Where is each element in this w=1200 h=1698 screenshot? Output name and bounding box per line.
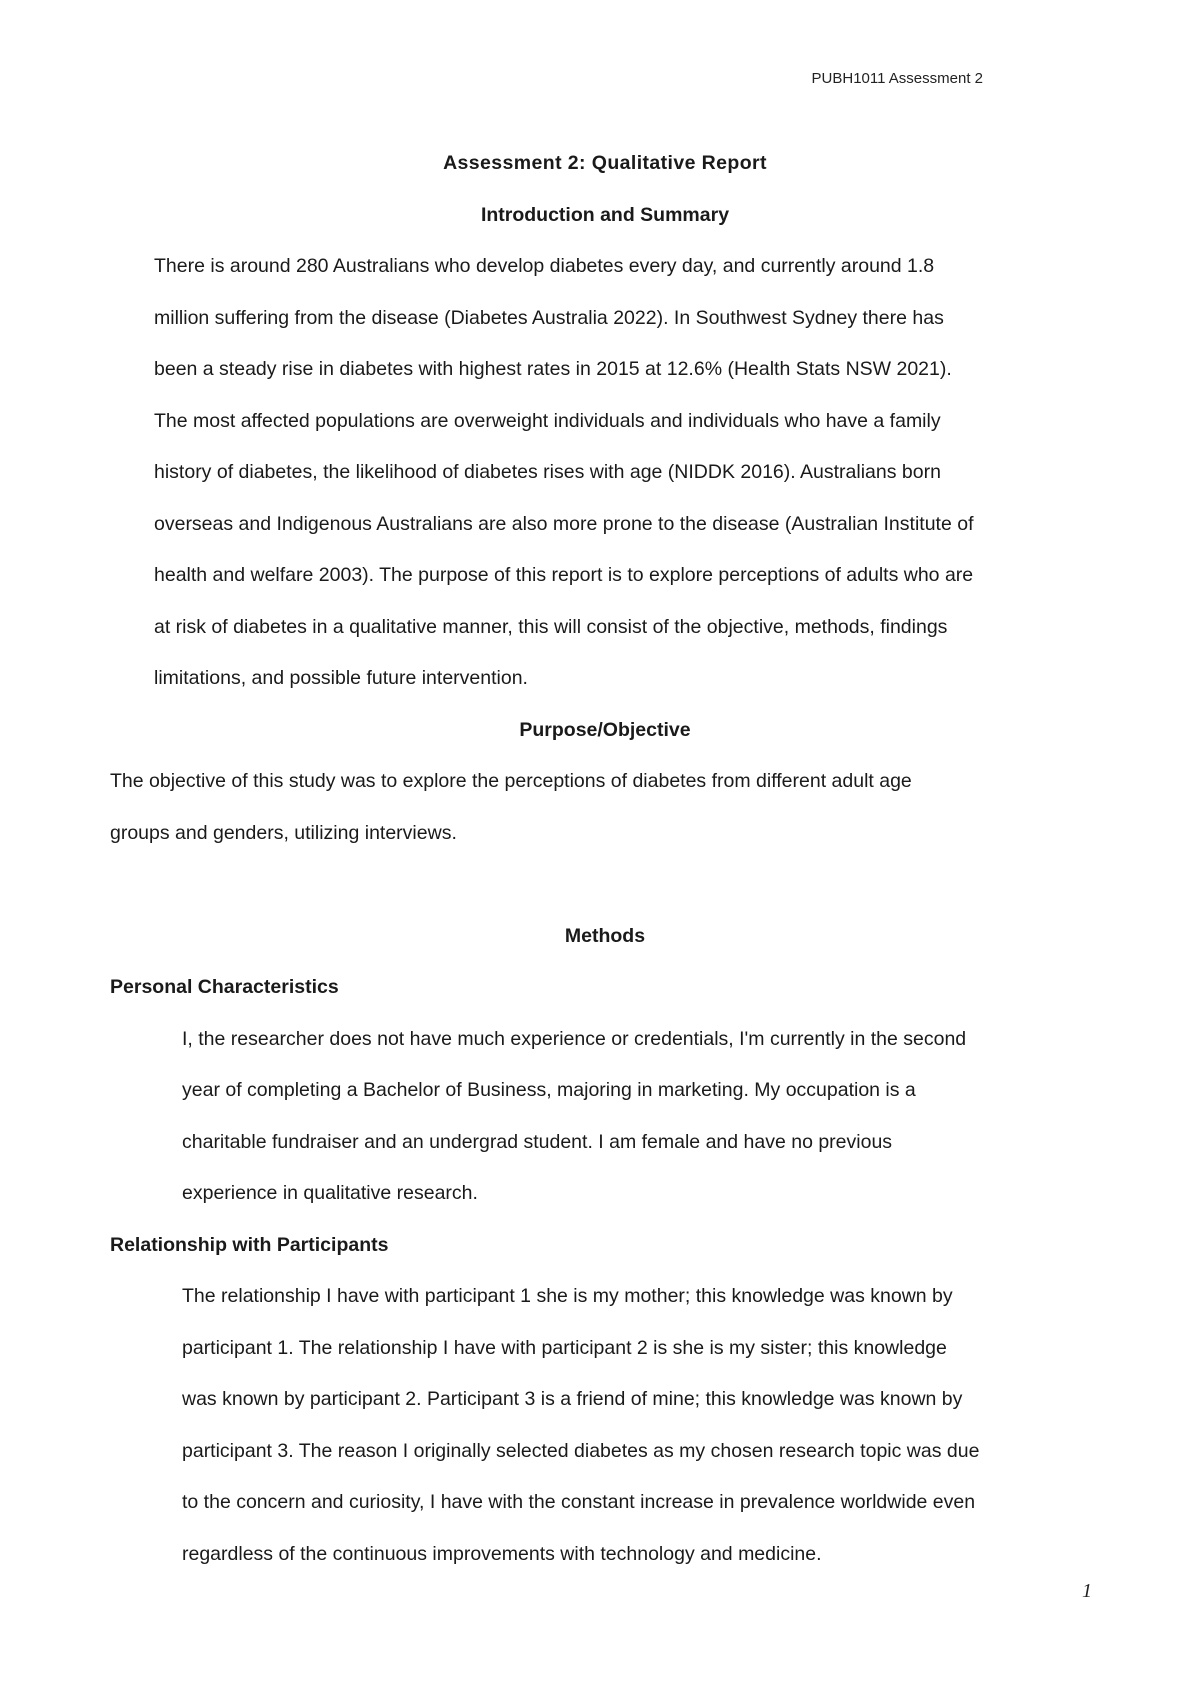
objective-heading: Purpose/Objective (519, 718, 691, 741)
methods-heading: Methods (564, 924, 646, 947)
objective-paragraph (110, 756, 1100, 859)
relationship-line: participant 1. The relationship I have with participant 2 is she is my sister; this knowledge (182, 1336, 947, 1359)
intro-line: health and welfare 2003). The purpose of this report is to explore perceptions of adults who are (154, 564, 974, 586)
relationship-line: participant 3. The reason I originally selected diabetes as my chosen research topic was due (182, 1439, 980, 1462)
page-number: 1 (1082, 1580, 1092, 1602)
document-title: Assessment 2: Qualitative Report (443, 152, 767, 174)
relationship-paragraph (110, 1271, 1100, 1580)
intro-line: limitations, and possible future intervention. (154, 667, 528, 689)
intro-heading: Introduction and Summary (480, 203, 730, 226)
personal-line: experience in qualitative research. (182, 1182, 478, 1204)
relationship-line: to the concern and curiosity, I have with the constant increase in prevalence worldwide even (182, 1491, 976, 1513)
relationship-line: regardless of the continuous improvements with technology and medicine. (182, 1542, 822, 1565)
personal-characteristics-heading: Personal Characteristics (110, 976, 339, 998)
objective-line: The objective of this study was to explore the perceptions of diabetes from different adult age (110, 770, 912, 792)
intro-paragraph (110, 241, 1100, 705)
intro-line: There is around 280 Australians who develop diabetes every day, and currently around 1.8 (154, 255, 935, 277)
objective-line: groups and genders, utilizing interviews. (110, 821, 457, 844)
running-header: PUBH1011 Assessment 2 (811, 70, 983, 87)
intro-line: million suffering from the disease (Diabetes Australia 2022). In Southwest Sydney there has (154, 306, 944, 329)
relationship-line: The relationship I have with participant 1 she is my mother; this knowledge was known by (182, 1285, 953, 1307)
personal-line: year of completing a Bachelor of Business, majoring in marketing. My occupation is a (182, 1079, 916, 1101)
intro-line: The most affected populations are overweight individuals and individuals who have a family (154, 409, 941, 432)
document-body (110, 138, 1100, 1580)
intro-line: been a steady rise in diabetes with highest rates in 2015 at 12.6% (Health Stats NSW 2021). (154, 358, 952, 380)
intro-line: at risk of diabetes in a qualitative manner, this will consist of the objective, methods, findings (154, 615, 948, 638)
relationship-heading: Relationship with Participants (110, 1233, 389, 1256)
intro-line: overseas and Indigenous Australians are also more prone to the disease (Australian Institute of (154, 512, 974, 535)
intro-line: history of diabetes, the likelihood of diabetes rises with age (NIDDK 2016). Australians born (154, 461, 941, 483)
personal-line: charitable fundraiser and an undergrad student. I am female and have no previous (182, 1130, 893, 1153)
personal-characteristics-paragraph (110, 1014, 1100, 1220)
blank-line (110, 859, 1100, 911)
relationship-line: was known by participant 2. Participant 3 is a friend of mine; this knowledge was known by (182, 1388, 963, 1410)
personal-line: I, the researcher does not have much experience or credentials, I'm currently in the second (182, 1027, 967, 1050)
